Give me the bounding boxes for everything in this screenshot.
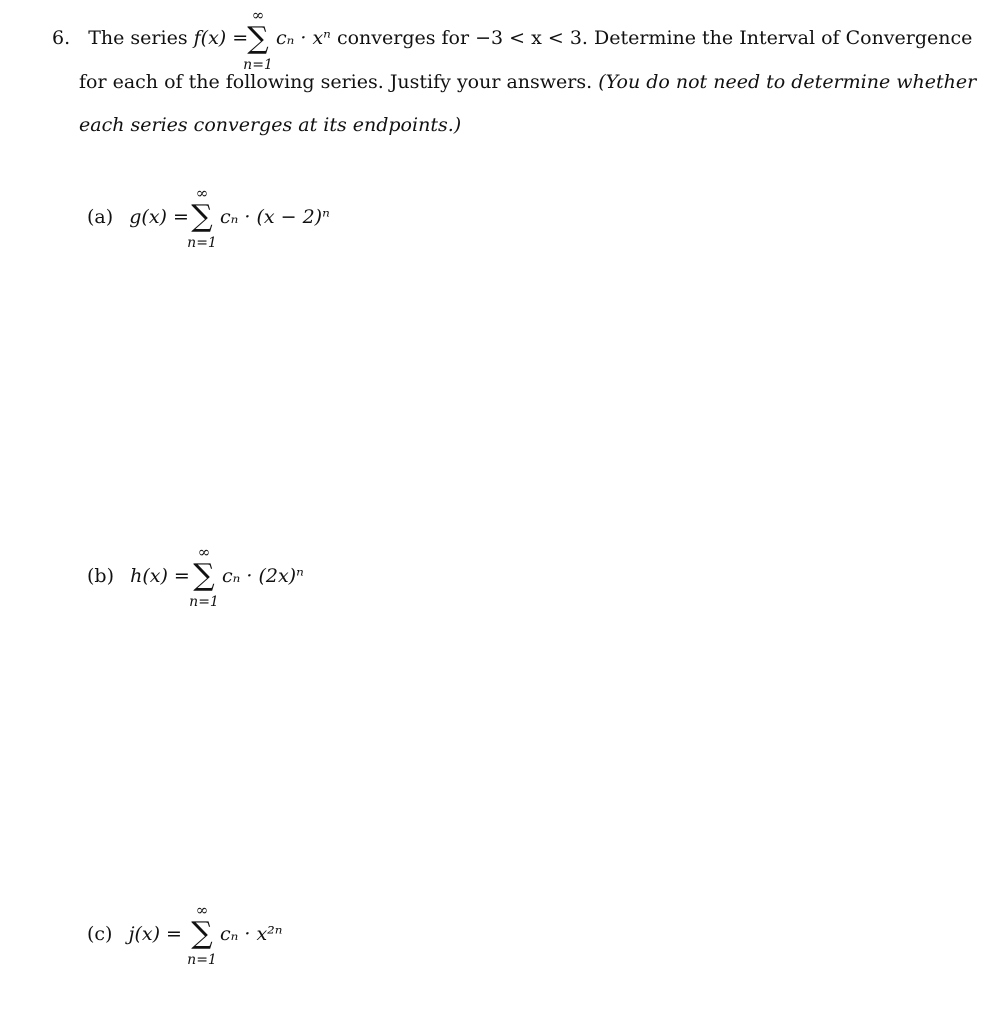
problem-line-2-italic: (You do not need to determine whether — [598, 71, 977, 93]
part-b-lhs: h(x) = — [130, 565, 190, 587]
part-b-term: cₙ · (2x)ⁿ — [222, 565, 304, 587]
part-b-label: (b) — [87, 565, 114, 587]
sigma-symbol: ∑ — [191, 199, 213, 234]
part-a-sigma — [182, 186, 222, 250]
part-c-sigma — [182, 903, 222, 967]
part-a-lhs-line — [87, 205, 189, 229]
part-b-lhs-line — [87, 564, 190, 588]
part-a-label: (a) — [87, 206, 114, 228]
problem-line-1-rest — [276, 26, 972, 50]
part-a-lhs: g(x) = — [129, 206, 189, 228]
problem-line-1 — [52, 26, 248, 50]
problem-sigma — [238, 8, 278, 72]
sigma-lower-limit: n=1 — [187, 952, 217, 968]
sigma-upper-limit: ∞ — [197, 543, 211, 561]
sigma-upper-limit: ∞ — [251, 6, 265, 24]
part-c-label: (c) — [87, 923, 113, 945]
problem-f-lhs: f(x) = — [193, 27, 249, 49]
problem-line-2-text: for each of the following series. Justify your answers. — [79, 71, 593, 93]
part-c-lhs-line — [87, 922, 182, 946]
sigma-lower-limit: n=1 — [243, 57, 273, 73]
part-b-sigma — [184, 545, 224, 609]
part-c-term: cₙ · x²ⁿ — [220, 923, 283, 945]
sigma-symbol: ∑ — [193, 558, 215, 593]
sigma-symbol: ∑ — [191, 916, 213, 951]
problem-intro: The series — [88, 27, 188, 49]
problem-line-3: each series converges at its endpoints.) — [79, 114, 462, 136]
sigma-symbol: ∑ — [247, 21, 269, 56]
problem-condition: converges for −3 < x < 3. Determine the Interval of Convergence — [336, 27, 973, 49]
problem-number: 6. — [52, 27, 71, 49]
sigma-lower-limit: n=1 — [189, 594, 219, 610]
sigma-upper-limit: ∞ — [195, 901, 209, 919]
part-a-term: cₙ · (x − 2)ⁿ — [220, 206, 330, 228]
part-c-lhs: j(x) = — [128, 923, 182, 945]
sigma-upper-limit: ∞ — [195, 184, 209, 202]
problem-line-2 — [79, 70, 976, 94]
problem-f-term: cₙ · xⁿ — [276, 27, 331, 49]
sigma-lower-limit: n=1 — [187, 235, 217, 251]
